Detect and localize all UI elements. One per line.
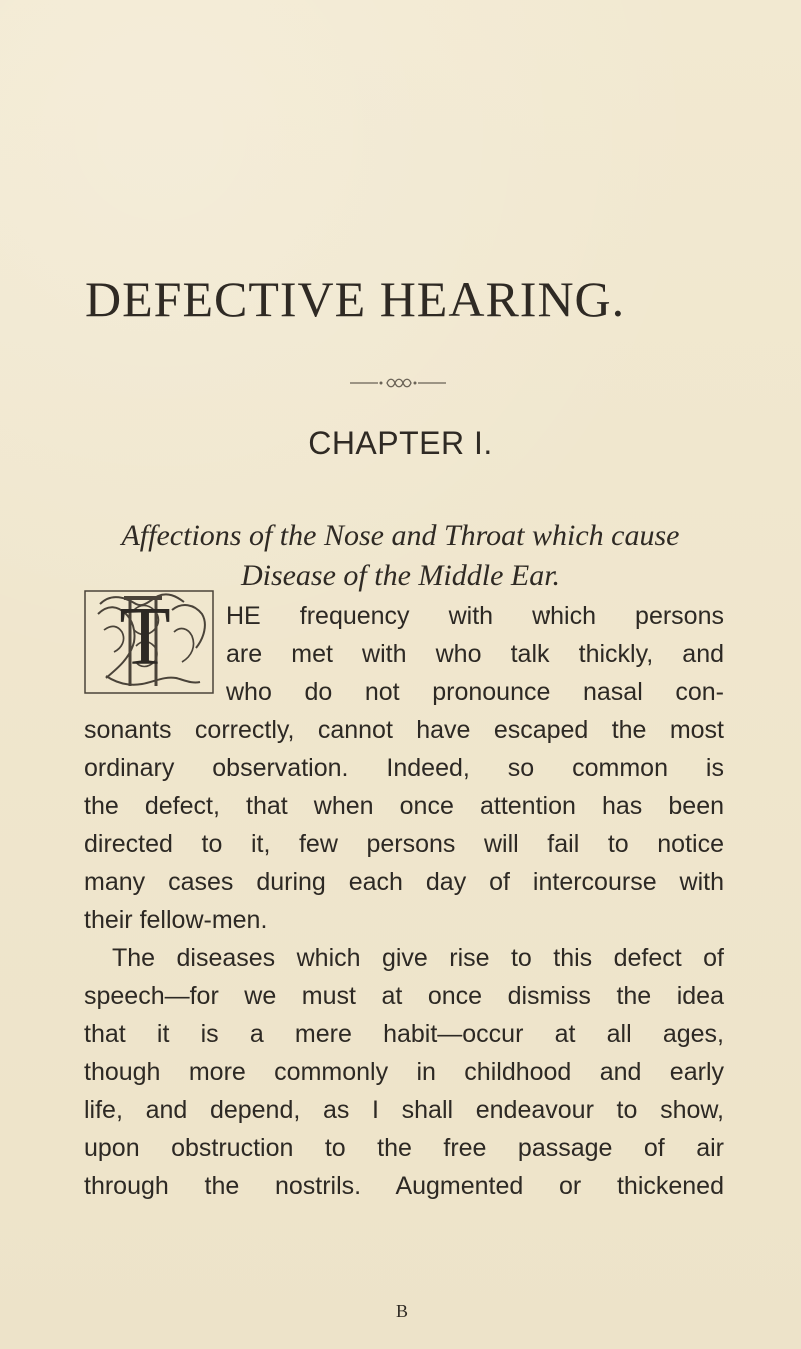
body-line-14: life, and depend, as I shall endeavour to show, bbox=[84, 1096, 724, 1124]
body-line-10: The diseases which give rise to this defect of bbox=[112, 944, 724, 972]
body-line-9: their fellow-men. bbox=[84, 906, 268, 934]
body-line-15: upon obstruction to the free passage of air bbox=[84, 1134, 724, 1162]
chapter-subtitle-line-2: Disease of the Middle Ear. bbox=[240, 559, 561, 592]
body-line-6: the defect, that when once attention has been bbox=[84, 792, 724, 820]
signature-mark: B bbox=[396, 1301, 409, 1321]
body-line-11: speech—for we must at once dismiss the idea bbox=[84, 982, 724, 1010]
body-line-12: that it is a mere habit—occur at all ages, bbox=[84, 1020, 724, 1048]
body-line-3: who do not pronounce nasal con- bbox=[226, 678, 724, 706]
drop-cap-letter: T bbox=[119, 590, 171, 683]
body-line-5: ordinary observation. Indeed, so common is bbox=[84, 754, 724, 782]
body-line-13: though more commonly in childhood and early bbox=[84, 1058, 724, 1086]
body-line-4: sonants correctly, cannot have escaped the most bbox=[84, 716, 724, 744]
body-line-8: many cases during each day of intercourse with bbox=[84, 868, 724, 896]
drop-cap-ornament bbox=[84, 590, 214, 694]
body-line-2: are met with who talk thickly, and bbox=[226, 640, 724, 668]
body-line-7: directed to it, few persons will fail to notice bbox=[84, 830, 724, 858]
body-line-1: HE frequency with which persons bbox=[226, 602, 724, 630]
page-title: DEFECTIVE HEARING. bbox=[85, 271, 626, 327]
chapter-heading: CHAPTER I. bbox=[308, 425, 493, 461]
ornament-divider bbox=[350, 374, 446, 392]
chapter-subtitle bbox=[0, 516, 801, 596]
body-line-16: through the nostrils. Augmented or thickened bbox=[84, 1172, 724, 1200]
chapter-subtitle-line-1: Affections of the Nose and Throat which cause bbox=[121, 519, 680, 552]
